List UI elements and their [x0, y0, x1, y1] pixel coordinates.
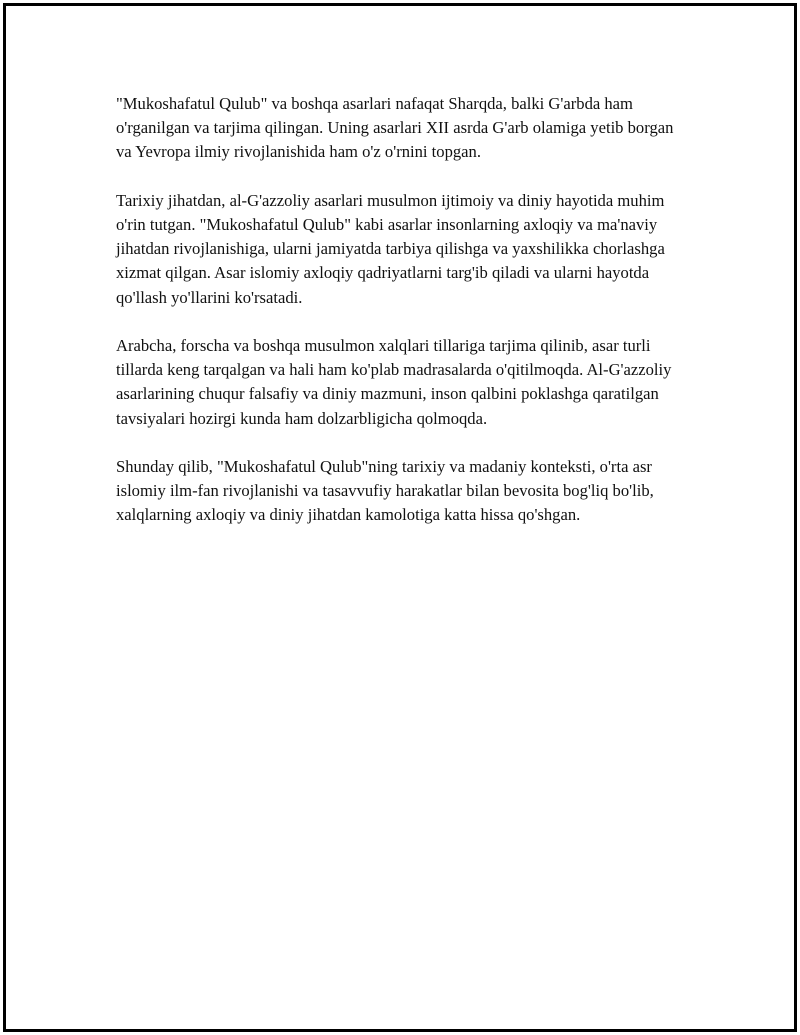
paragraph-2: Tarixiy jihatdan, al-G'azzoliy asarlari musulmon ijtimoiy va diniy hayotida muhim o'rin tutgan. "Mukoshafatul Qulub" kabi asarlar insonlarning axloqiy va ma'naviy jihatdan rivojlanishiga, ularni jamiyatda tarbiya qilishga va yaxshilikka chorlashga xizmat qilgan. Asar islomiy axloqiy qadriyatlarni targ'ib qiladi va ularni hayotda qo'llash yo'llarini ko'rsatadi. — [116, 190, 665, 307]
paragraph-1: "Mukoshafatul Qulub" va boshqa asarlari nafaqat Sharqda, balki G'arbda ham o'rganilgan va tarjima qilingan. Uning asarlari XII asrda G'arb olamiga yetib borgan va Yevropa ilmiy rivojlanishida ham o'z o'rnini topgan. — [116, 94, 674, 162]
document-body — [116, 92, 686, 552]
paragraph-4: Shunday qilib, "Mukoshafatul Qulub"ning tarixiy va madaniy konteksti, o'rta asr islomiy ilm-fan rivojlanishi va tasavvufiy harakatlar bilan bevosita bog'liq bo'lib, xalqlarning axloqiy va diniy jihatdan kamolotiga katta hissa qo'shgan. — [116, 457, 654, 525]
paragraph-3: Arabcha, forscha va boshqa musulmon xalqlari tillariga tarjima qilinib, asar turli tillarda keng tarqalgan va hali ham ko'plab madrasalarda o'qitilmoqda. Al-G'azzoliy asarlarining chuqur falsafiy va diniy mazmuni, inson qalbini poklashga qaratilgan tavsiyalari hozirgi kunda ham dolzarbligicha qolmoqda. — [116, 336, 672, 428]
